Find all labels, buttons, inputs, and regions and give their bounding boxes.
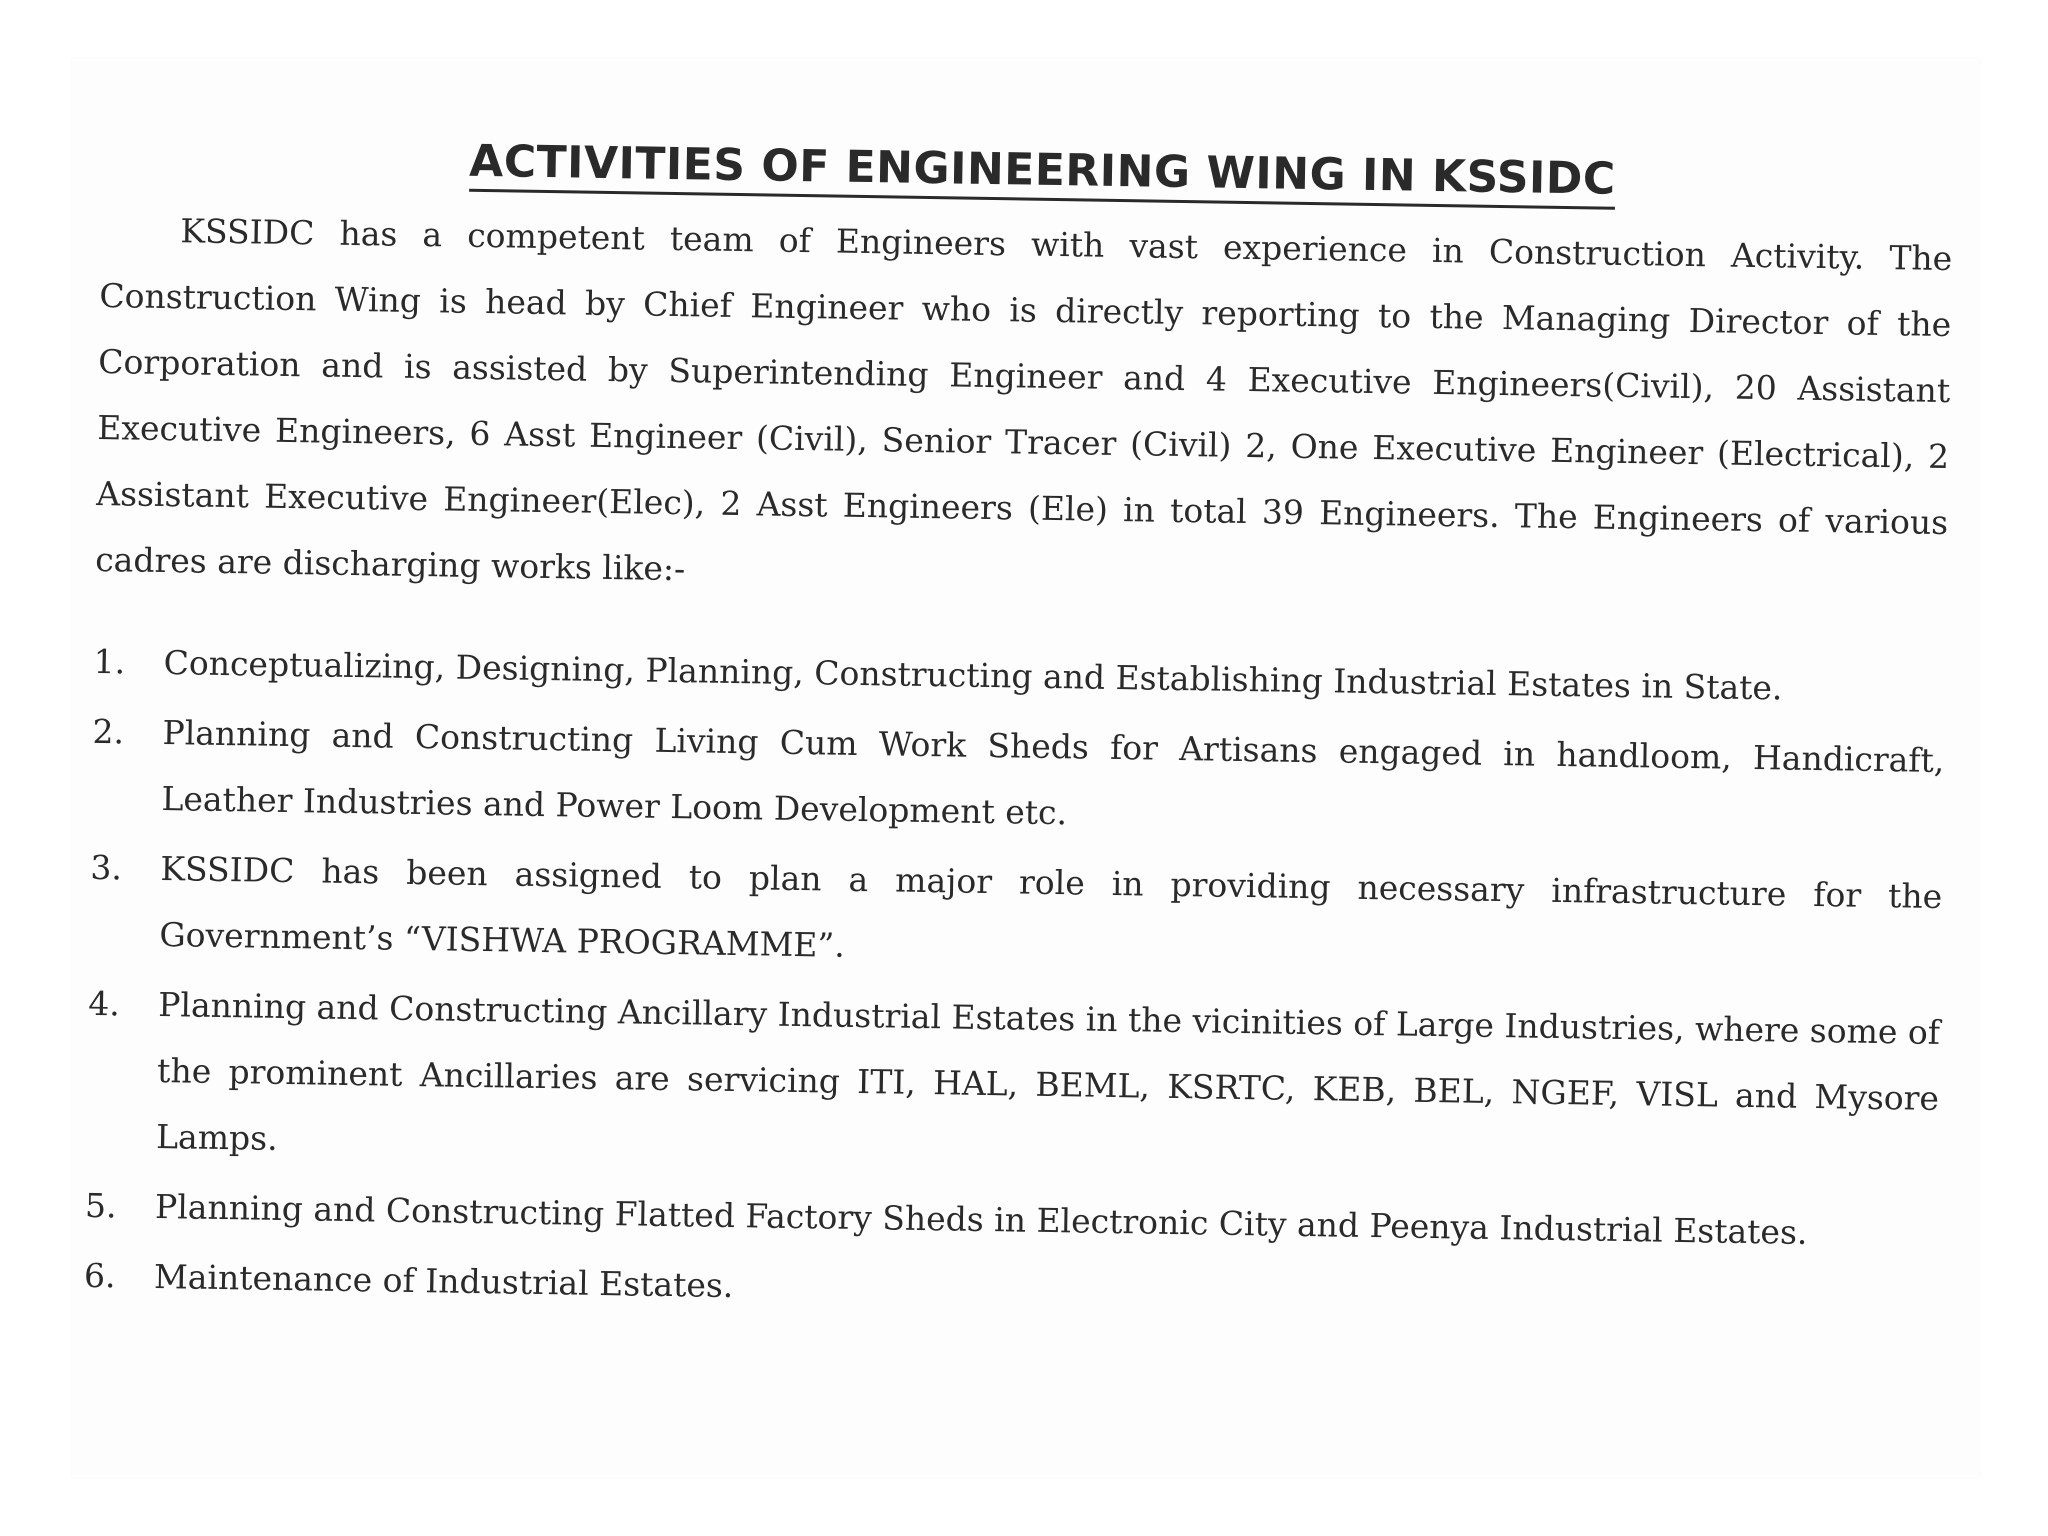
document-title-text: ACTIVITIES OF ENGINEERING WING IN KSSIDC bbox=[469, 136, 1616, 210]
list-item-text: Maintenance of Industrial Estates. bbox=[153, 1256, 734, 1306]
list-item bbox=[89, 835, 1943, 996]
document-title bbox=[101, 130, 1954, 210]
list-item-number: 3. bbox=[90, 847, 123, 888]
intro-paragraph: KSSIDC has a competent team of Engineers with vast experience in Construction Activity. The Construction Wing is head by Chief Engineer who is directly reporting to the Managing Director of the Corporation and is assisted by Superintending Engineer and 4 Executive Engineers(Civil), 20 Assistant Executive Engineers, 6 Asst Engineer (Civil), Senior Tracer (Civil) 2, One Executive Engineer (Electrical), 2 Assistant Executive Engineer(Elec), 2 Asst Engineers (Ele) in total 39 Engineers. The Engineers of various cadres are discharging works like:- bbox=[94, 211, 1953, 589]
list-item-number: 6. bbox=[83, 1255, 116, 1296]
list-item-number: 1. bbox=[93, 641, 126, 682]
list-item bbox=[86, 971, 1941, 1198]
list-item-number: 2. bbox=[92, 711, 125, 752]
list-item-text: Planning and Constructing Living Cum Work Sheds for Artisans engaged in handloom, Handicraft, Leather Industries and Power Loom Development etc. bbox=[161, 713, 1945, 833]
scanned-page bbox=[72, 58, 1980, 1478]
list-item-number: 4. bbox=[87, 983, 121, 1024]
list-item-text: Planning and Constructing Flatted Factory Sheds in Electronic City and Peenya Industrial Estates. bbox=[154, 1186, 1808, 1252]
list-item-number: 5. bbox=[84, 1185, 117, 1226]
activities-list bbox=[83, 629, 1945, 1338]
list-item-text: KSSIDC has been assigned to plan a major role in providing necessary infrastructure for the Government’s “VISHWA PROGRAMME”. bbox=[159, 849, 1943, 965]
list-item bbox=[91, 699, 1945, 860]
list-item-text: Conceptualizing, Designing, Planning, Constructing and Establishing Industrial Estates in State. bbox=[163, 643, 1783, 708]
list-item-text: Planning and Constructing Ancillary Industrial Estates in the vicinities of Large Industries, where some of the prominent Ancillaries are servicing ITI, HAL, BEML, KSRTC, KEB, BEL, NGEF, VISL and Mysore Lamps. bbox=[155, 984, 1941, 1158]
document-content bbox=[83, 130, 1953, 1342]
